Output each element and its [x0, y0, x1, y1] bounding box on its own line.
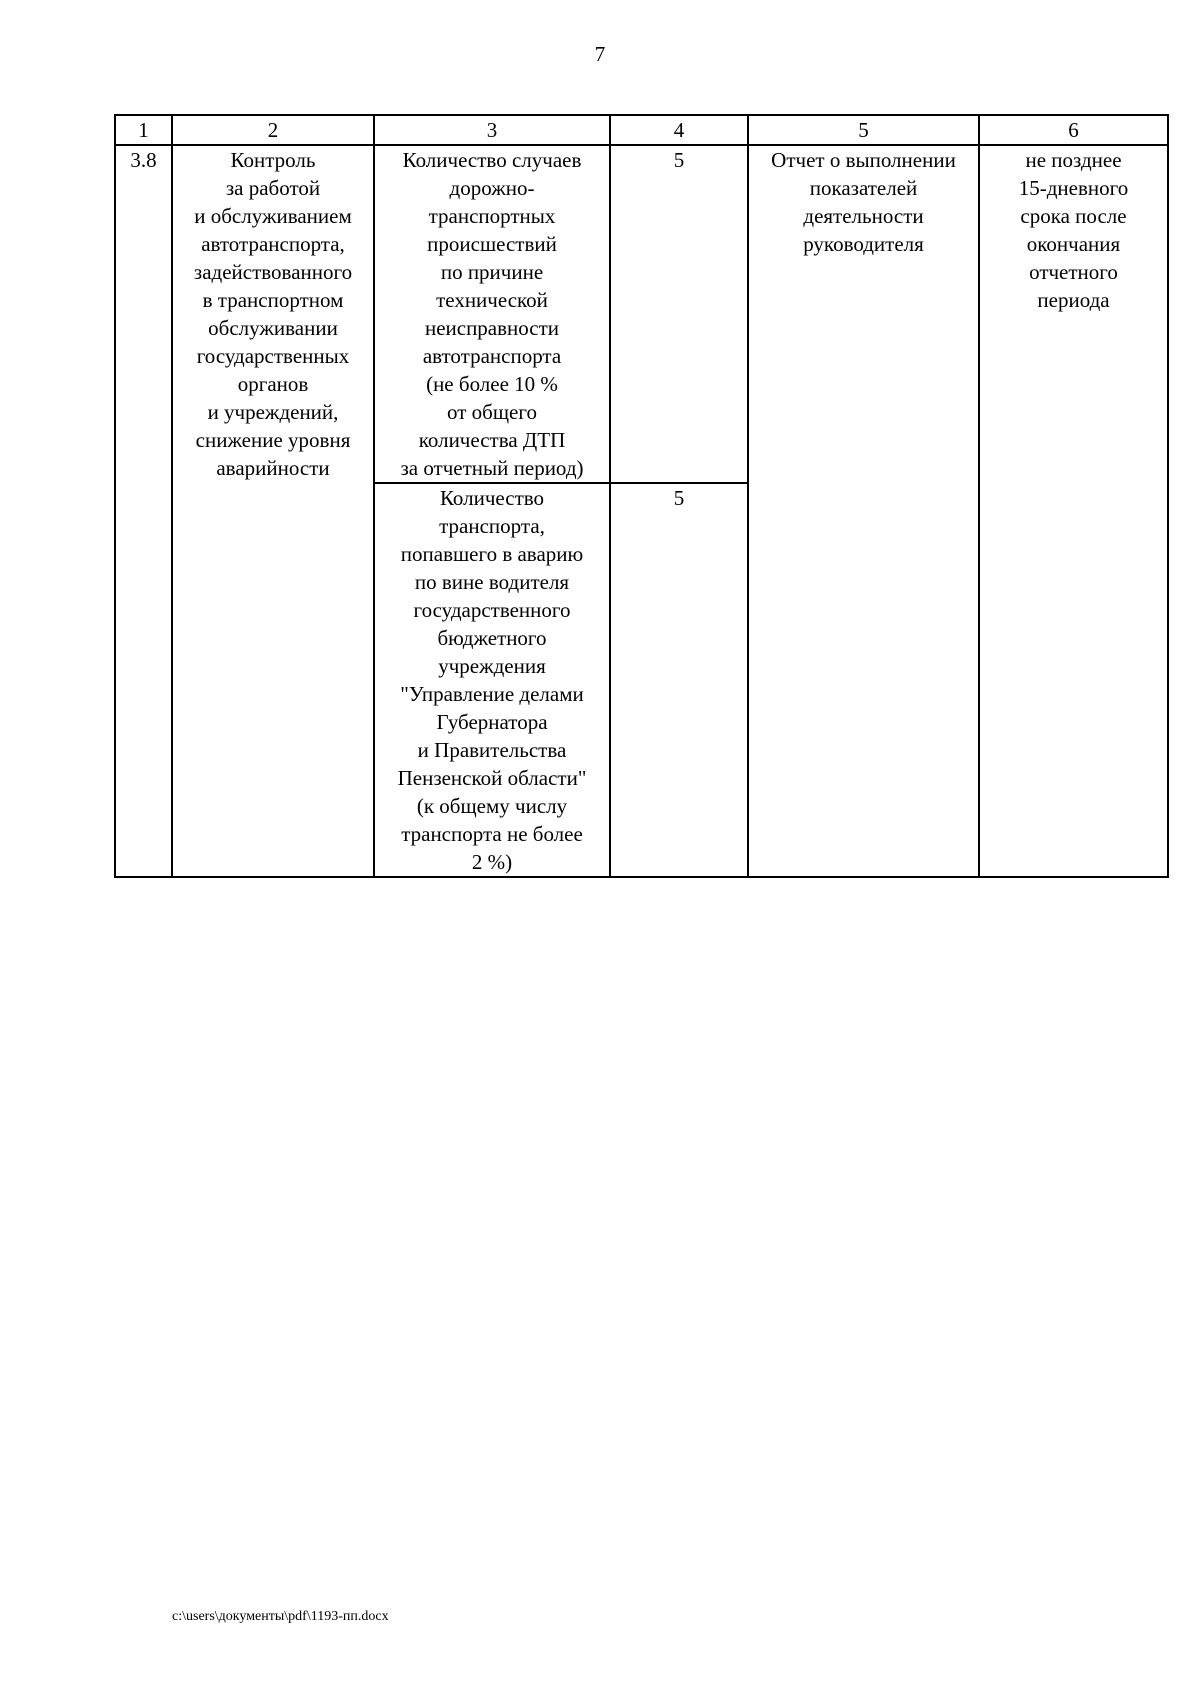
row-number-cell: 3.8: [115, 145, 172, 877]
footer-file-path: c:\users\документы\pdf\1193-пп.docx: [172, 1609, 389, 1624]
indicators-table: [114, 114, 1169, 878]
table-row: [115, 145, 1168, 483]
column-header-1: 1: [115, 115, 172, 145]
column-header-4: 4: [610, 115, 748, 145]
indicator-value-cell: 5: [610, 145, 748, 483]
column-header-2: 2: [172, 115, 374, 145]
report-form-cell: Отчет о выполнении показателей деятельности руководителя: [748, 145, 979, 877]
column-header-5: 5: [748, 115, 979, 145]
indicator-text-cell: Количество случаев дорожно- транспортных происшествий по причине технической неисправности автотранспорта (не более 10 % от общего количества ДТП за отчетный период): [374, 145, 610, 483]
table-header-row: [115, 115, 1168, 145]
indicator-text-cell: Количество транспорта, попавшего в аварию по вине водителя государственного бюджетного учреждения "Управление делами Губернатора и Правительства Пензенской области" (к общему числу транспорта не более 2 %): [374, 483, 610, 877]
column-header-6: 6: [979, 115, 1168, 145]
page-number: 7: [594, 42, 606, 66]
task-cell: Контроль за работой и обслуживанием автотранспорта, задействованного в транспортном обслуживании государственных органов и учреждений, снижение уровня аварийности: [172, 145, 374, 877]
deadline-cell: не позднее 15-дневного срока после окончания отчетного периода: [979, 145, 1168, 877]
column-header-3: 3: [374, 115, 610, 145]
indicator-value-cell: 5: [610, 483, 748, 877]
